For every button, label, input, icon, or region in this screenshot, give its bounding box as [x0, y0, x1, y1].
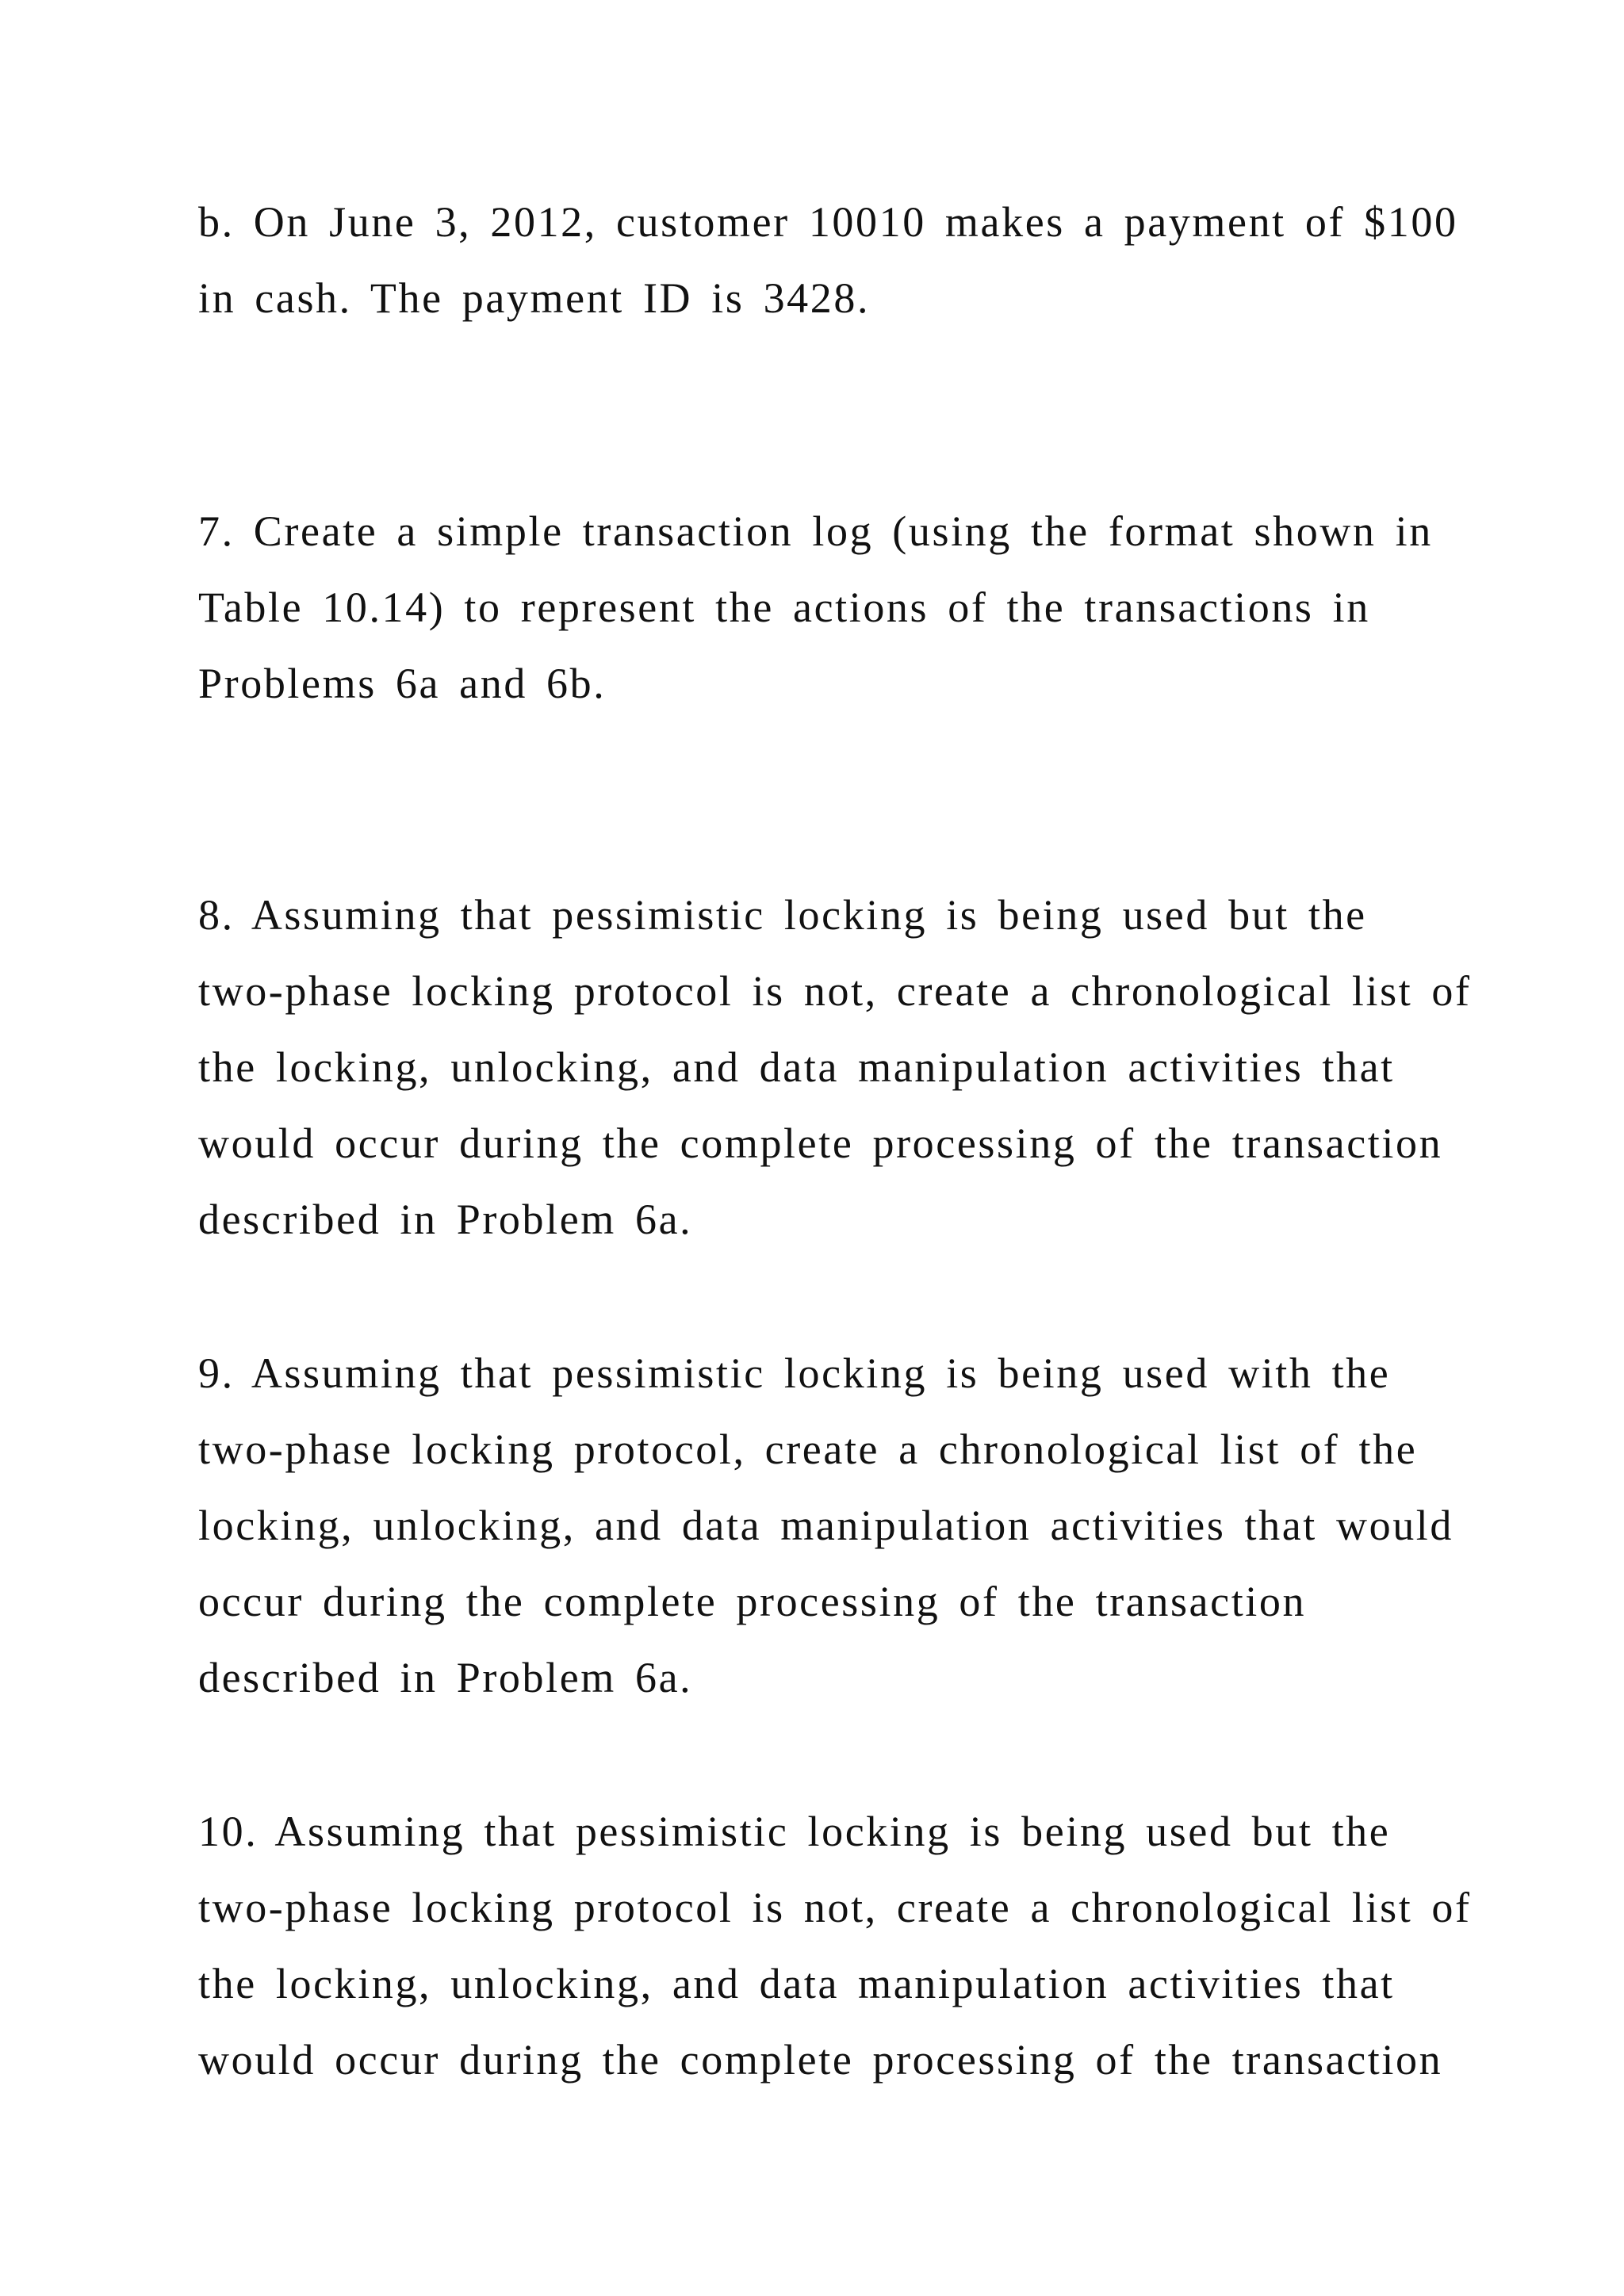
problem-8-line-5: described in Problem 6a.: [198, 1196, 693, 1243]
problem-8-line-1: 8. Assuming that pessimistic locking is being used but the: [198, 891, 1367, 939]
problem-7-line-3: Problems 6a and 6b.: [198, 660, 607, 707]
problem-10-line-1: 10. Assuming that pessimistic locking is being used but the: [198, 1808, 1391, 1855]
problem-9-line-2: two-phase locking protocol, create a chronological list of the: [198, 1425, 1418, 1473]
problem-10-line-4: would occur during the complete processing of the transaction: [198, 2036, 1443, 2084]
problem-9-line-1: 9. Assuming that pessimistic locking is being used with the: [198, 1349, 1391, 1397]
problem-10-line-2: two-phase locking protocol is not, create a chronological list of: [198, 1884, 1472, 1931]
problem-7-line-1: 7. Create a simple transaction log (using the format shown in: [198, 507, 1433, 555]
problem-6b-line-2: in cash. The payment ID is 3428.: [198, 274, 871, 322]
problem-8-line-2: two-phase locking protocol is not, create a chronological list of: [198, 967, 1472, 1015]
problem-6b-line-1: b. On June 3, 2012, customer 10010 makes a payment of $100: [198, 198, 1458, 246]
problem-8-line-3: the locking, unlocking, and data manipulation activities that: [198, 1043, 1395, 1091]
problem-9-line-4: occur during the complete processing of the transaction: [198, 1578, 1307, 1625]
problem-7-line-2: Table 10.14) to represent the actions of the transactions in: [198, 584, 1370, 631]
problem-10-line-3: the locking, unlocking, and data manipulation activities that: [198, 1960, 1395, 2007]
problem-8-line-4: would occur during the complete processing of the transaction: [198, 1119, 1443, 1167]
problem-9-line-5: described in Problem 6a.: [198, 1654, 693, 1701]
problem-9-line-3: locking, unlocking, and data manipulation activities that would: [198, 1502, 1454, 1549]
